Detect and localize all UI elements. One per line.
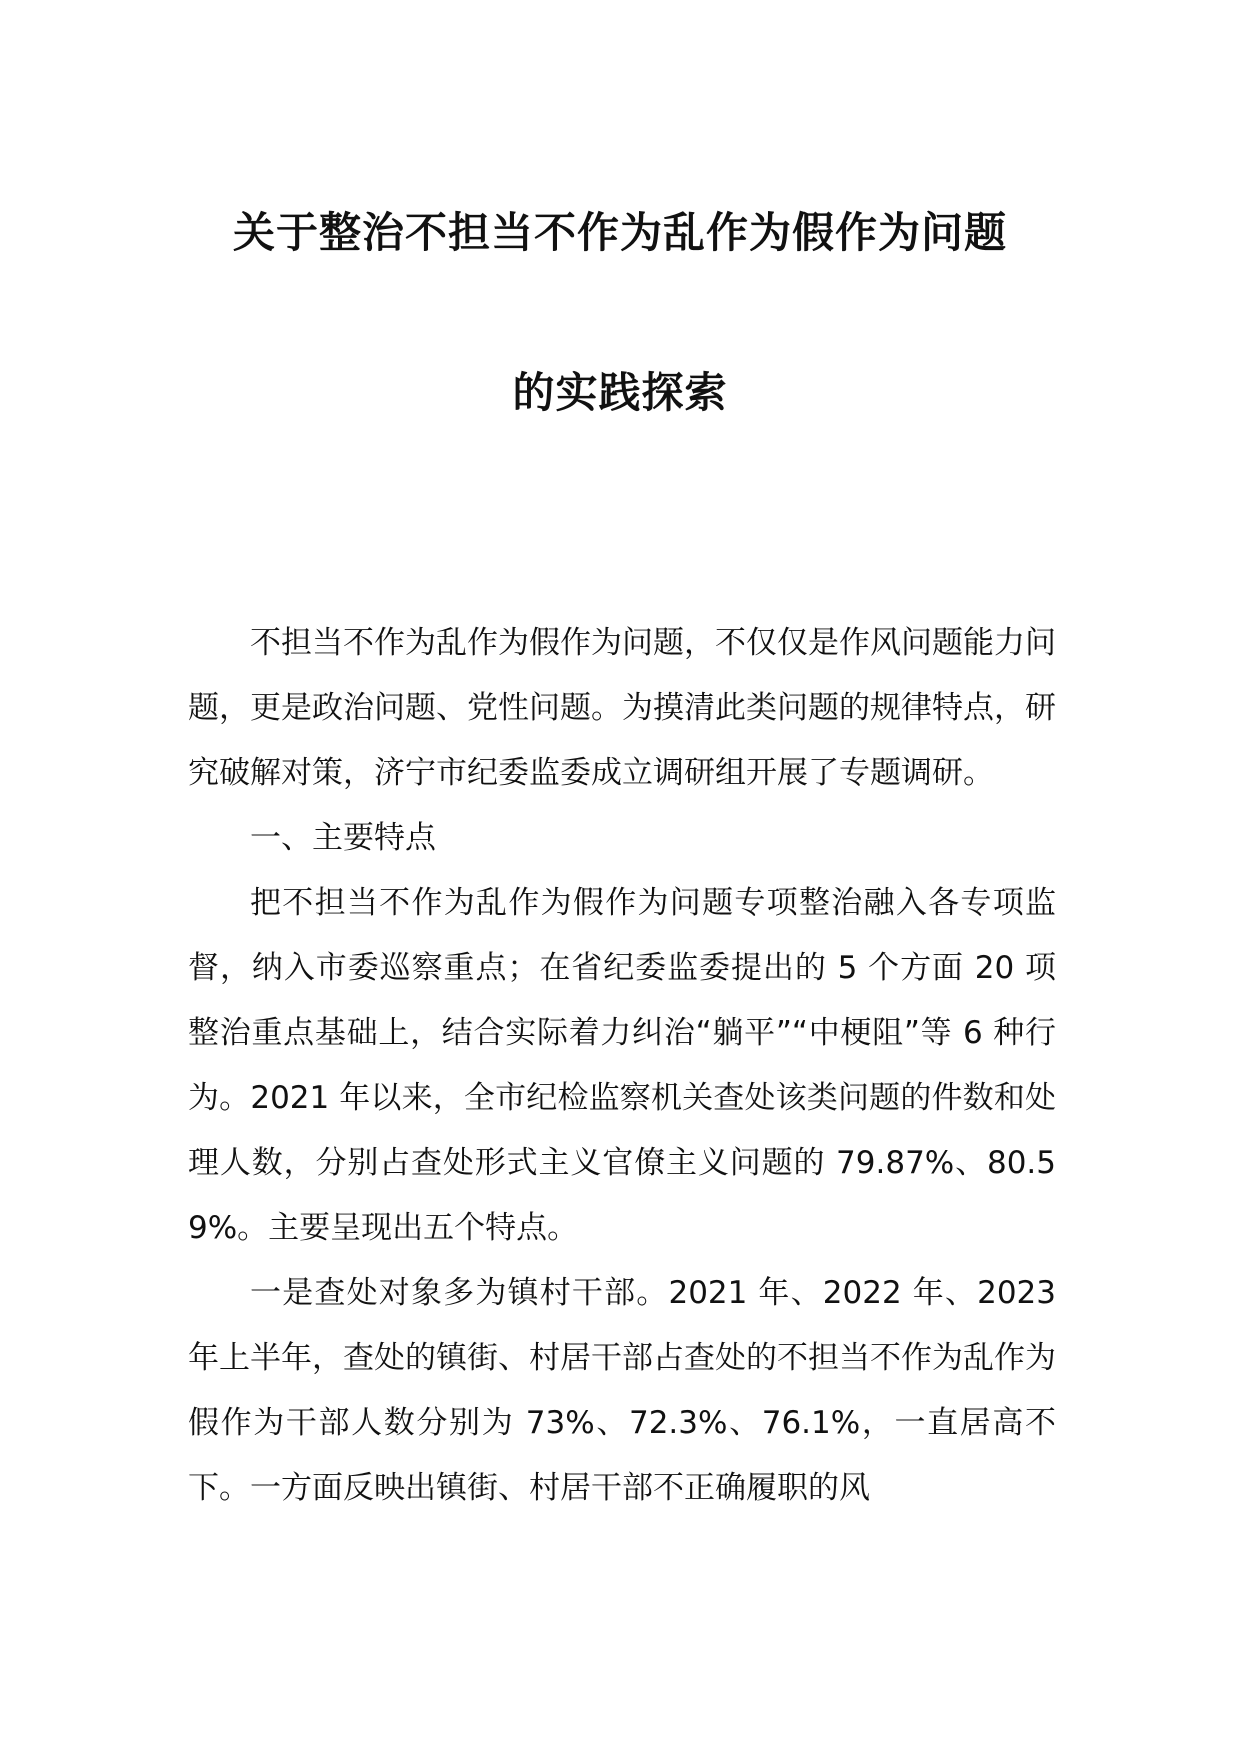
section-heading: 一、主要特点 xyxy=(250,820,436,856)
document-title-line-1: 关于整治不担当不作为乱作为假作为问题 xyxy=(232,208,1007,257)
intro-paragraph: 不担当不作为乱作为假作为问题，不仅仅是作风问题能力问题，更是政治问题、党性问题。为摸清此类问题的规律特点，研究破解对策，济宁市纪委监委成立调研组开展了专题调研。 xyxy=(188,625,1056,791)
body-paragraph: 把不担当不作为乱作为假作为问题专项整治融入各专项监督，纳入市委巡察重点；在省纪委监委提出的 5 个方面 20 项整治重点基础上，结合实际着力纠治“躺平”“中梗阻”等 6 种行为。2021 年以来，全市纪检监察机关查处该类问题的件数和处理人数，分别占查处形式主义官僚主义问题的 79.87%、80.59%。主要呈现出五个特点。 xyxy=(188,885,1056,1246)
document-title-line-2: 的实践探索 xyxy=(512,368,728,417)
document-body xyxy=(188,611,1056,1521)
body-paragraph: 一是查处对象多为镇村干部。2021 年、2022 年、2023 年上半年，查处的镇街、村居干部占查处的不担当不作为乱作为假作为干部人数分别为 73%、72.3%、76.1%，一直居高不下。一方面反映出镇街、村居干部不正确履职的风 xyxy=(188,1275,1056,1506)
